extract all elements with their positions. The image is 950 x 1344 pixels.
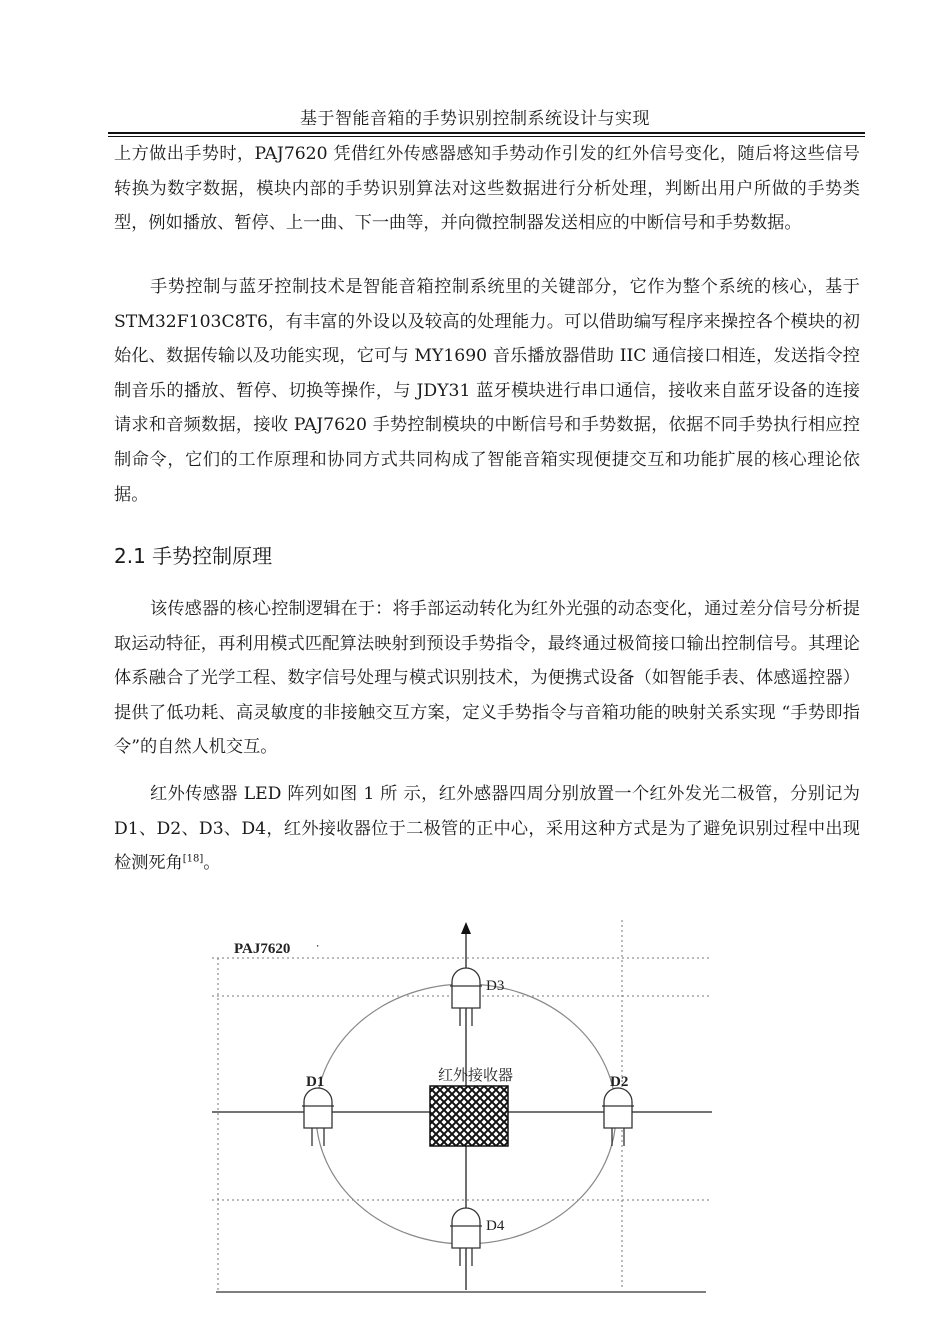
header-rule-thick — [108, 132, 865, 134]
citation-ref: [18] — [182, 853, 204, 865]
page-header-title: 基于智能音箱的手势识别控制系统设计与实现 — [300, 109, 650, 129]
paragraph-3: 该传感器的核心控制逻辑在于：将手部运动转化为红外光强的动态变化，通过差分信号分析提取运动特征，再利用模式匹配算法映射到预设手势指令，最终通过极简接口输出控制信号。其理论体系融合了光学工程、数字信号处理与模式识别技术，为便携式设备（如智能手表、体感遥控器）提供了低功耗、高灵敏度的非接触交互方案，定义手势指令与音箱功能的映射关系实现 “手势即指令”的自然人机交互。 — [114, 599, 860, 758]
paragraph-4-text: 红外传感器 LED 阵列如图 1 所 示，红外感器四周分别放置一个红外发光二极管，分别记为 D1、D2、D3、D4，红外接收器位于二极管的正中心，采用这种方式是为了避免识别过程中出现检测死角 — [114, 784, 860, 874]
chip-label: PAJ7620 — [234, 941, 291, 957]
receiver-label: 红外接收器 — [438, 1066, 514, 1084]
paragraph-4 — [114, 777, 860, 881]
paragraph-2: 手势控制与蓝牙控制技术是智能音箱控制系统里的关键部分，它作为整个系统的核心，基于 STM32F103C8T6，有丰富的外设以及较高的处理能力。可以借助编写程序来操控各个模块的初始化、数据传输以及功能实现，它可与 MY1690 音乐播放器借助 IIC 通信接口相连，发送指令控制音乐的播放、暂停、切换等操作，与 JDY31 蓝牙模块进行串口通信，接收来自蓝牙设备的连接请求和音频数据，接收 PAJ7620 手势控制模块的中断信号和手势数据，依据不同手势执行相应控制命令，它们的工作原理和协同方式共同构成了智能音箱实现便捷交互和功能扩展的核心理论依据。 — [114, 277, 860, 505]
led-d2 — [602, 1088, 634, 1146]
paragraph-4-end: 。 — [203, 853, 221, 874]
ir-receiver — [430, 1086, 508, 1146]
d4-label: D4 — [486, 1218, 505, 1234]
d2-label: D2 — [610, 1074, 629, 1090]
svg-text:⸱: ⸱ — [316, 939, 320, 953]
d3-label: D3 — [486, 978, 505, 994]
paragraph-1: 上方做出手势时，PAJ7620 凭借红外传感器感知手势动作引发的红外信号变化，随后将这些信号转换为数字数据，模块内部的手势识别算法对这些数据进行分析处理，判断出用户所做的手势类型，例如播放、暂停、上一曲、下一曲等，并向微控制器发送相应的中断信号和手势数据。 — [114, 144, 860, 234]
axis-arrow — [461, 922, 471, 934]
led-array-figure — [212, 918, 712, 1298]
d1-label: D1 — [306, 1074, 325, 1090]
section-heading: 2.1 手势控制原理 — [114, 544, 273, 568]
